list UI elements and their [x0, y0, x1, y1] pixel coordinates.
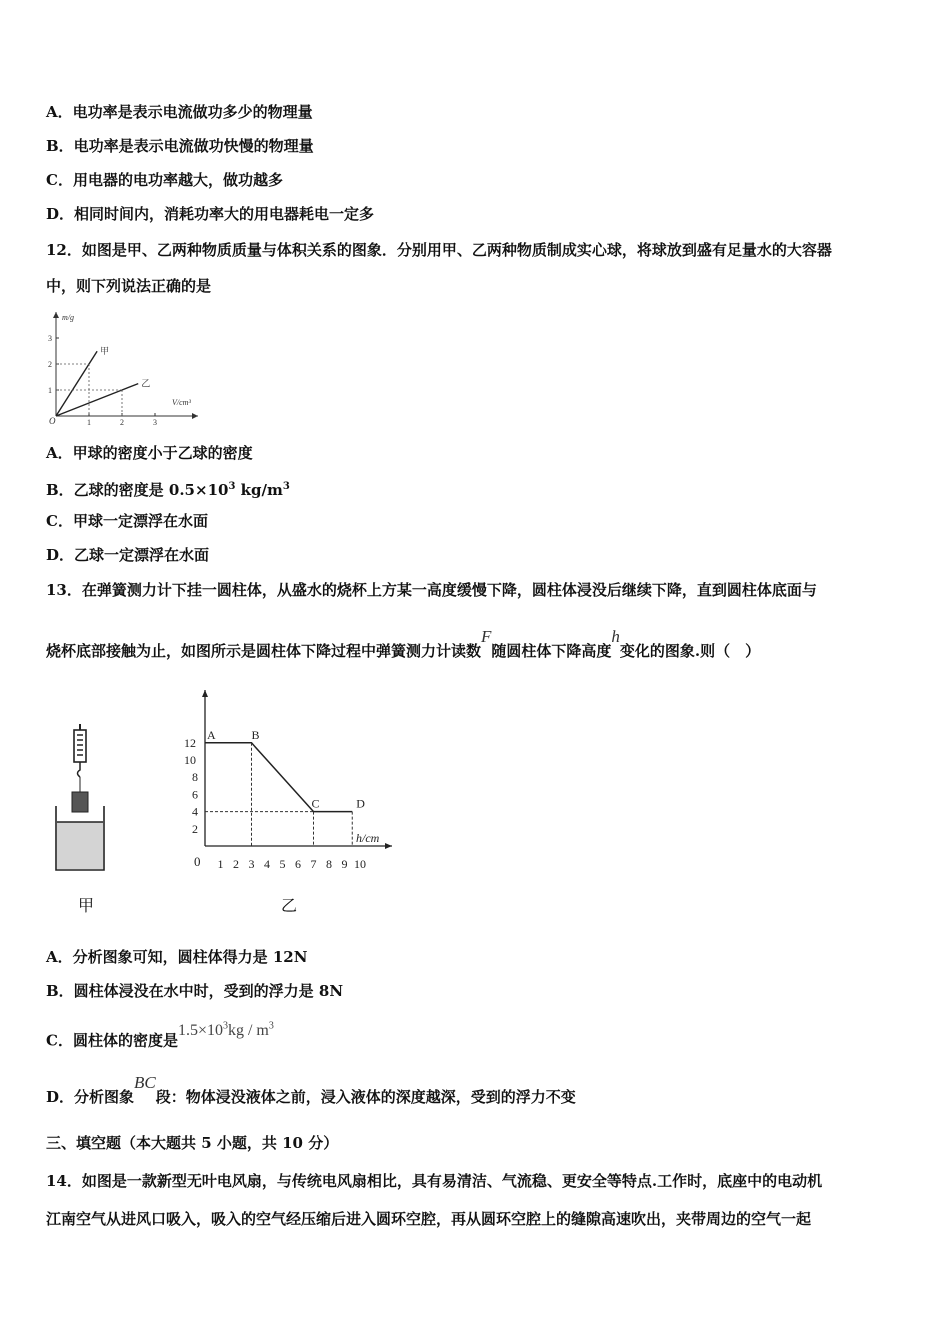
x-tick-label: 8 — [326, 857, 332, 871]
density-unit-exponent: 3 — [268, 1021, 274, 1032]
series-label: 甲 — [100, 346, 110, 357]
density-mantissa: 1.5×10 — [177, 1022, 223, 1040]
y-tick-label: 6 — [192, 787, 198, 802]
var-f: F — [481, 627, 492, 646]
q14-stem-line-2: 江南空气从进风口吸入，吸入的空气经压缩后进入圆环空腔，再从圆环空腔上的缝隙高速吹出，夹带周边的空气一起 — [46, 1210, 812, 1228]
q13-stem-text-b: 随圆柱体下降高度 — [491, 642, 612, 660]
q13-option-a: A．分析图象可知，圆柱体得力是 12N — [46, 948, 308, 966]
y-tick-label: 2 — [192, 821, 198, 836]
q12-stem-line-2: 中，则下列说法正确的是 — [46, 277, 212, 295]
q13-stem-line-2 — [46, 627, 761, 661]
section-title: 三、填空题（本大题共 5 小题，共 10 分） — [46, 1134, 339, 1152]
force-height-chart — [180, 684, 400, 874]
x-tick-label: 2 — [120, 418, 124, 426]
figure-caption-right: 乙 — [281, 898, 298, 915]
q12-option-b-unit: kg/m — [235, 481, 283, 499]
y-axis-arrow — [53, 312, 59, 318]
figure-caption-left: 甲 — [78, 898, 95, 915]
cylinder — [72, 792, 88, 812]
water — [57, 822, 103, 869]
q12-option-d: D．乙球一定漂浮在水面 — [46, 546, 210, 564]
q13-stem-line-1: 13．在弹簧测力计下挂一圆柱体，从盛水的烧杯上方某一高度缓慢下降，圆柱体浸没后继续下降，直到圆柱体底面与 — [46, 581, 817, 599]
x-tick-label: 1 — [217, 857, 224, 871]
y-axis-arrow — [202, 690, 208, 697]
q13-option-d-prefix: D．分析图象 — [46, 1088, 135, 1106]
x-axis-label: h/cm — [356, 831, 380, 845]
x-tick-label: 1 — [87, 418, 91, 426]
q13-option-d-suffix: 段：物体浸没液体之前，浸入液体的深度越深，受到的浮力不变 — [155, 1088, 576, 1106]
origin-label: O — [49, 416, 56, 426]
q12-stem-line-1: 12．如图是甲、乙两种物质质量与体积关系的图象．分别用甲、乙两种物质制成实心球，将球放到盛有足量水的大容器 — [46, 241, 832, 259]
force-curve — [205, 743, 352, 812]
x-tick-label: 4 — [264, 857, 270, 871]
x-tick-label: 5 — [279, 857, 286, 871]
y-tick-label: 1 — [48, 386, 52, 395]
series-label: 乙 — [141, 378, 151, 389]
series-line-extension — [122, 384, 138, 390]
point-label: C — [311, 796, 320, 811]
x-tick-label: 3 — [248, 857, 255, 871]
origin-label: 0 — [194, 854, 201, 869]
y-axis-label: m/g — [62, 313, 74, 322]
q11-option-d: D．相同时间内，消耗功率大的用电器耗电一定多 — [46, 205, 375, 223]
q12-option-b-unit-exponent: 3 — [282, 481, 290, 492]
density-exponent: 3 — [222, 1021, 228, 1032]
y-tick-label: 8 — [192, 770, 198, 785]
x-tick-label: 2 — [233, 857, 239, 871]
point-label: B — [251, 727, 260, 742]
spring-scale-beaker-figure — [50, 720, 110, 880]
x-axis-arrow — [385, 843, 392, 849]
hook-icon — [78, 762, 81, 777]
q13-option-d — [46, 1073, 576, 1107]
series-line-extension — [89, 351, 97, 364]
q14-stem-line-1: 14．如图是一款新型无叶电风扇，与传统电风扇相比，具有易清洁、气流稳、更安全等特点.工作时，底座中的电动机 — [46, 1172, 823, 1190]
x-axis-arrow — [192, 413, 198, 419]
y-tick-label: 12 — [184, 735, 196, 750]
density-unit: kg / m — [227, 1022, 269, 1040]
point-label: D — [356, 796, 365, 811]
q12-option-a: A．甲球的密度小于乙球的密度 — [46, 444, 253, 462]
q11-option-b: B．电功率是表示电流做功快慢的物理量 — [46, 137, 314, 155]
x-tick-label: 3 — [153, 418, 157, 426]
x-tick-label: 10 — [354, 857, 366, 871]
q12-option-b-text: B．乙球的密度是 0.5×10 — [46, 481, 229, 499]
q12-option-b — [46, 477, 290, 500]
y-tick-label: 3 — [48, 334, 52, 343]
point-label: A — [207, 727, 216, 742]
x-tick-label: 6 — [295, 857, 301, 871]
q12-option-c: C．甲球一定漂浮在水面 — [46, 512, 208, 530]
y-tick-label: 10 — [184, 753, 196, 767]
q13-stem-text-a: 烧杯底部接触为止，如图所示是圆柱体下降过程中弹簧测力计读数 — [46, 642, 482, 660]
q13-stem-text-c: 变化的图象.则（ ） — [619, 642, 761, 660]
y-tick-label: 2 — [48, 360, 52, 369]
q13-option-c — [46, 1021, 274, 1051]
x-tick-label: 9 — [341, 857, 348, 871]
x-axis-label: V/cm³ — [172, 398, 191, 407]
y-tick-label: 4 — [192, 804, 198, 819]
var-bc: BC — [134, 1073, 156, 1092]
q13-option-b: B．圆柱体浸没在水中时，受到的浮力是 8N — [46, 982, 344, 1000]
mass-volume-chart — [40, 308, 200, 426]
q11-option-a: A．电功率是表示电流做功多少的物理量 — [46, 103, 313, 121]
x-tick-label: 7 — [310, 857, 317, 871]
q12-option-b-exponent: 3 — [228, 481, 236, 492]
q13-option-c-text: C．圆柱体的密度是 — [46, 1031, 178, 1050]
var-h: h — [611, 627, 620, 646]
q13-option-c-value — [178, 1022, 274, 1039]
q11-option-c: C．用电器的电功率越大，做功越多 — [46, 171, 283, 189]
